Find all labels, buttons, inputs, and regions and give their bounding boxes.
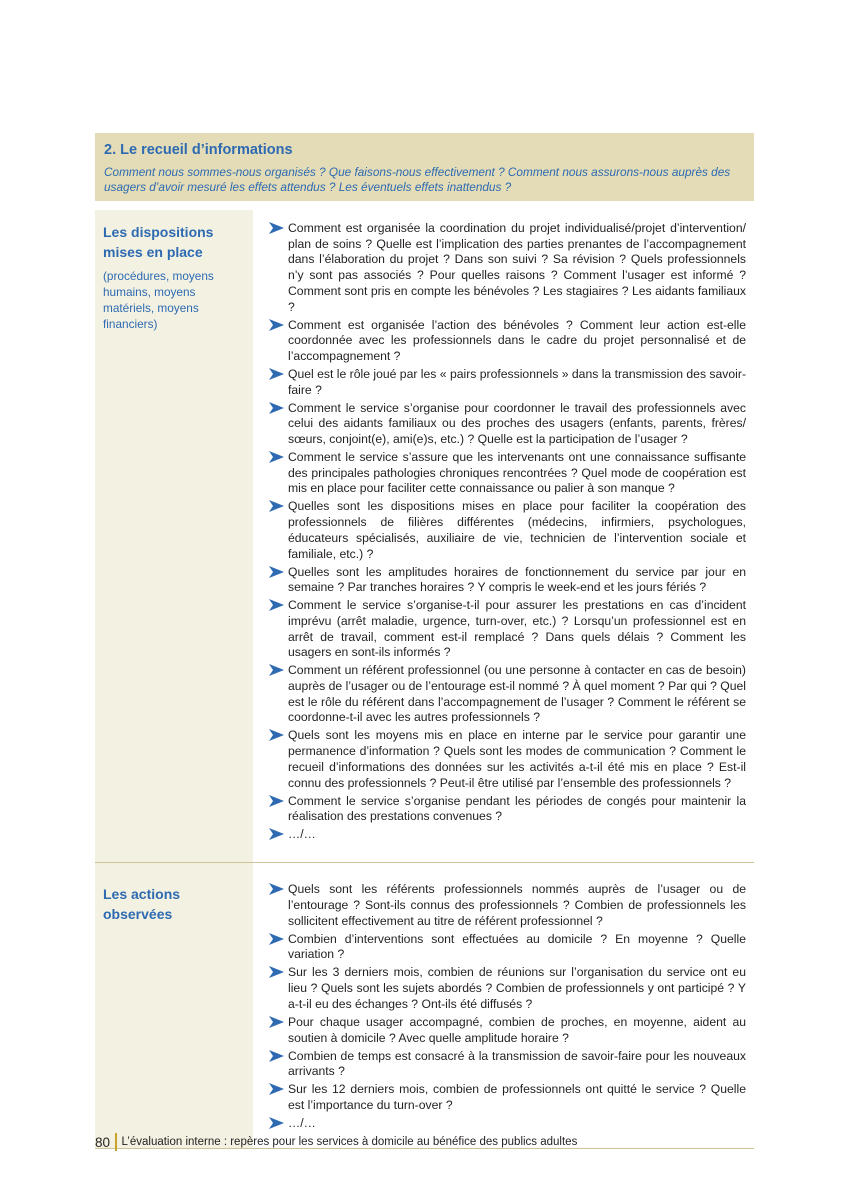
list-item [269, 1116, 746, 1132]
arrow-bullet-icon [269, 1050, 284, 1062]
list-item [269, 565, 746, 596]
dispositions-title: Les dispositions mises en place [103, 224, 214, 260]
arrow-bullet-icon [269, 500, 284, 512]
dispositions-label-cell [95, 210, 253, 862]
arrow-bullet-icon [269, 566, 284, 578]
arrow-bullet-icon [269, 222, 284, 234]
arrow-bullet-icon [269, 664, 284, 676]
arrow-bullet-icon [269, 402, 284, 414]
list-item-text: …/… [288, 827, 316, 842]
list-item [269, 499, 746, 562]
list-item-text: Quel est le rôle joué par les « pairs professionnels » dans la transmission des savoir-faire ? [288, 366, 746, 397]
list-item [269, 965, 746, 1012]
list-item [269, 401, 746, 448]
list-item-text: Comment est organisée l’action des bénévoles ? Comment leur action est-elle coordonnée avec les professionnels dans le cadre du projet personnalisé et de l’accompagnement ? [288, 317, 746, 363]
list-item-text: Combien de temps est consacré à la transmission de savoir-faire pour les nouveaux arrivants ? [288, 1048, 746, 1079]
page-footer [95, 1133, 577, 1151]
arrow-bullet-icon [269, 1117, 284, 1129]
actions-content-cell [253, 863, 754, 1148]
document-page [95, 133, 754, 1149]
arrow-bullet-icon [269, 828, 284, 840]
dispositions-question-list [269, 221, 746, 843]
list-item-text: Comment le service s’organise pendant les périodes de congés pour maintenir la réalisation des prestations convenues ? [288, 793, 746, 824]
list-item [269, 318, 746, 365]
page-number: 80 [95, 1134, 111, 1150]
list-item [269, 882, 746, 929]
section-title: 2. Le recueil d’informations [104, 142, 293, 158]
arrow-bullet-icon [269, 729, 284, 741]
list-item [269, 1015, 746, 1046]
actions-label-cell [95, 863, 253, 1148]
arrow-bullet-icon [269, 1083, 284, 1095]
list-item [269, 1049, 746, 1080]
list-item-text: Combien d’interventions sont effectuées au domicile ? En moyenne ? Quelle variation ? [288, 931, 746, 962]
dispositions-content-cell [253, 210, 754, 862]
list-item [269, 367, 746, 398]
footer-separator [115, 1133, 117, 1151]
dispositions-subtitle: (procédures, moyens humains, moyens matériels, moyens financiers) [103, 269, 214, 331]
list-item-text: Comment est organisée la coordination du projet individualisé/projet d’intervention/ plan de soins ? Quelle est l’implication des parties prenantes de l’accompagnement dans l’élaboration du projet ? Dans son suivi ? Sa révision ? Quels professionnels n’y sont pas associés ? Pour quelles raisons ? Comment l’usager est informé ? Comment sont pris en compte les bénévoles ? Les stagiaires ? Les aidants familiaux ? [288, 221, 746, 314]
list-item-text: Sur les 12 derniers mois, combien de professionnels ont quitté le service ? Quelle est l’importance du turn-over ? [288, 1082, 746, 1112]
list-item-text: Quels sont les référents professionnels nommés auprès de l’usager ou de l’entourage ? Sont-ils connus des professionnels ? Combien de professionnels les sollicitent effectivement au titre de référent professionnel ? [288, 882, 746, 928]
list-item-text: Comment un référent professionnel (ou une personne à contacter en cas de besoin) auprès de l’usager ou de l’entourage est-il nommé ? À quel moment ? Par qui ? Quel est le rôle du référent dans l’accompagnement de l’usager ? Comment le référent se coordonne-t-il avec les autres professionnels ? [288, 663, 746, 725]
arrow-bullet-icon [269, 966, 284, 978]
list-item-text: Quelles sont les amplitudes horaires de fonctionnement du service par jour en semaine ? Par tranches horaires ? Y compris le week-end et les jours fériés ? [288, 564, 746, 595]
arrow-bullet-icon [269, 933, 284, 945]
list-item [269, 794, 746, 825]
arrow-bullet-icon [269, 883, 284, 895]
actions-title: Les actions observées [103, 886, 181, 923]
arrow-bullet-icon [269, 319, 284, 331]
list-item [269, 827, 746, 843]
list-item-text: Sur les 3 derniers mois, combien de réunions sur l’organisation du service ont eu lieu ? Quels sont les sujets abordés ? Combien de professionnels y ont participé ? Y a-t-il eu des échanges ? Ont-ils été diffusés ? [288, 965, 746, 1011]
list-item [269, 221, 746, 315]
list-item [269, 663, 746, 726]
section-header [95, 133, 754, 201]
actions-question-list [269, 882, 746, 1131]
list-item-text: Comment le service s’organise-t-il pour assurer les prestations en cas d’incident imprévu (arrêt maladie, urgence, turn-over, etc.) ? Lorsqu’un professionnel est en arrêt de travail, comment est-il remplacé ? Dans quels délais ? Comment les usagers en sont-ils informés ? [288, 598, 746, 660]
list-item-text: Comment le service s’assure que les intervenants ont une connaissance suffisante des principales pathologies chroniques rencontrées ? Quel mode de coopération est mis en place pour faciliter cette connaissance ou palier à son manque ? [288, 450, 746, 496]
arrow-bullet-icon [269, 1016, 284, 1028]
list-item [269, 728, 746, 791]
list-item [269, 450, 746, 497]
list-item-text: Quels sont les moyens mis en place en interne par le service pour garantir une permanence d’information ? Quels sont les modes de communication ? Comment le recueil d’informations des données sur les activités a-t-il été mis en place ? Est-il connu des professionnels ? Peut-il être utilisé par l’ensemble des professionnels ? [288, 728, 746, 790]
arrow-bullet-icon [269, 795, 284, 807]
list-item-text: Pour chaque usager accompagné, combien de proches, en moyenne, aident au soutien à domicile ? Avec quelle amplitude horaire ? [288, 1014, 746, 1045]
actions-row [95, 863, 754, 1149]
list-item-text: Comment le service s’organise pour coordonner le travail des professionnels avec celui des aidants familiaux ou des proches des usagers (enfants, parents, frères/ sœurs, conjoint(e), ami(e)s, etc.) ? Quelle est la participation de l’usager ? [288, 400, 746, 447]
section-subtitle: Comment nous sommes-nous organisés ? Que faisons-nous effectivement ? Comment nous assurons-nous auprès des usagers d’avoir mesuré les effets attendus ? Les éventuels effets inattendus ? [104, 165, 731, 194]
list-item-text: Quelles sont les dispositions mises en place pour faciliter la coopération des professionnels de filières différentes (médecins, infirmiers, psychologues, éducateurs spécialisés, auxiliaire de vie, technicien de l’intervention sociale et familiale, etc.) ? [288, 499, 746, 561]
footer-text: L’évaluation interne : repères pour les services à domicile au bénéfice des publics adultes [121, 1136, 578, 1148]
arrow-bullet-icon [269, 599, 284, 611]
dispositions-row [95, 210, 754, 863]
list-item [269, 932, 746, 963]
list-item [269, 1082, 746, 1113]
arrow-bullet-icon [269, 451, 284, 463]
list-item-text: …/… [288, 1115, 316, 1130]
arrow-bullet-icon [269, 368, 284, 380]
list-item [269, 598, 746, 661]
